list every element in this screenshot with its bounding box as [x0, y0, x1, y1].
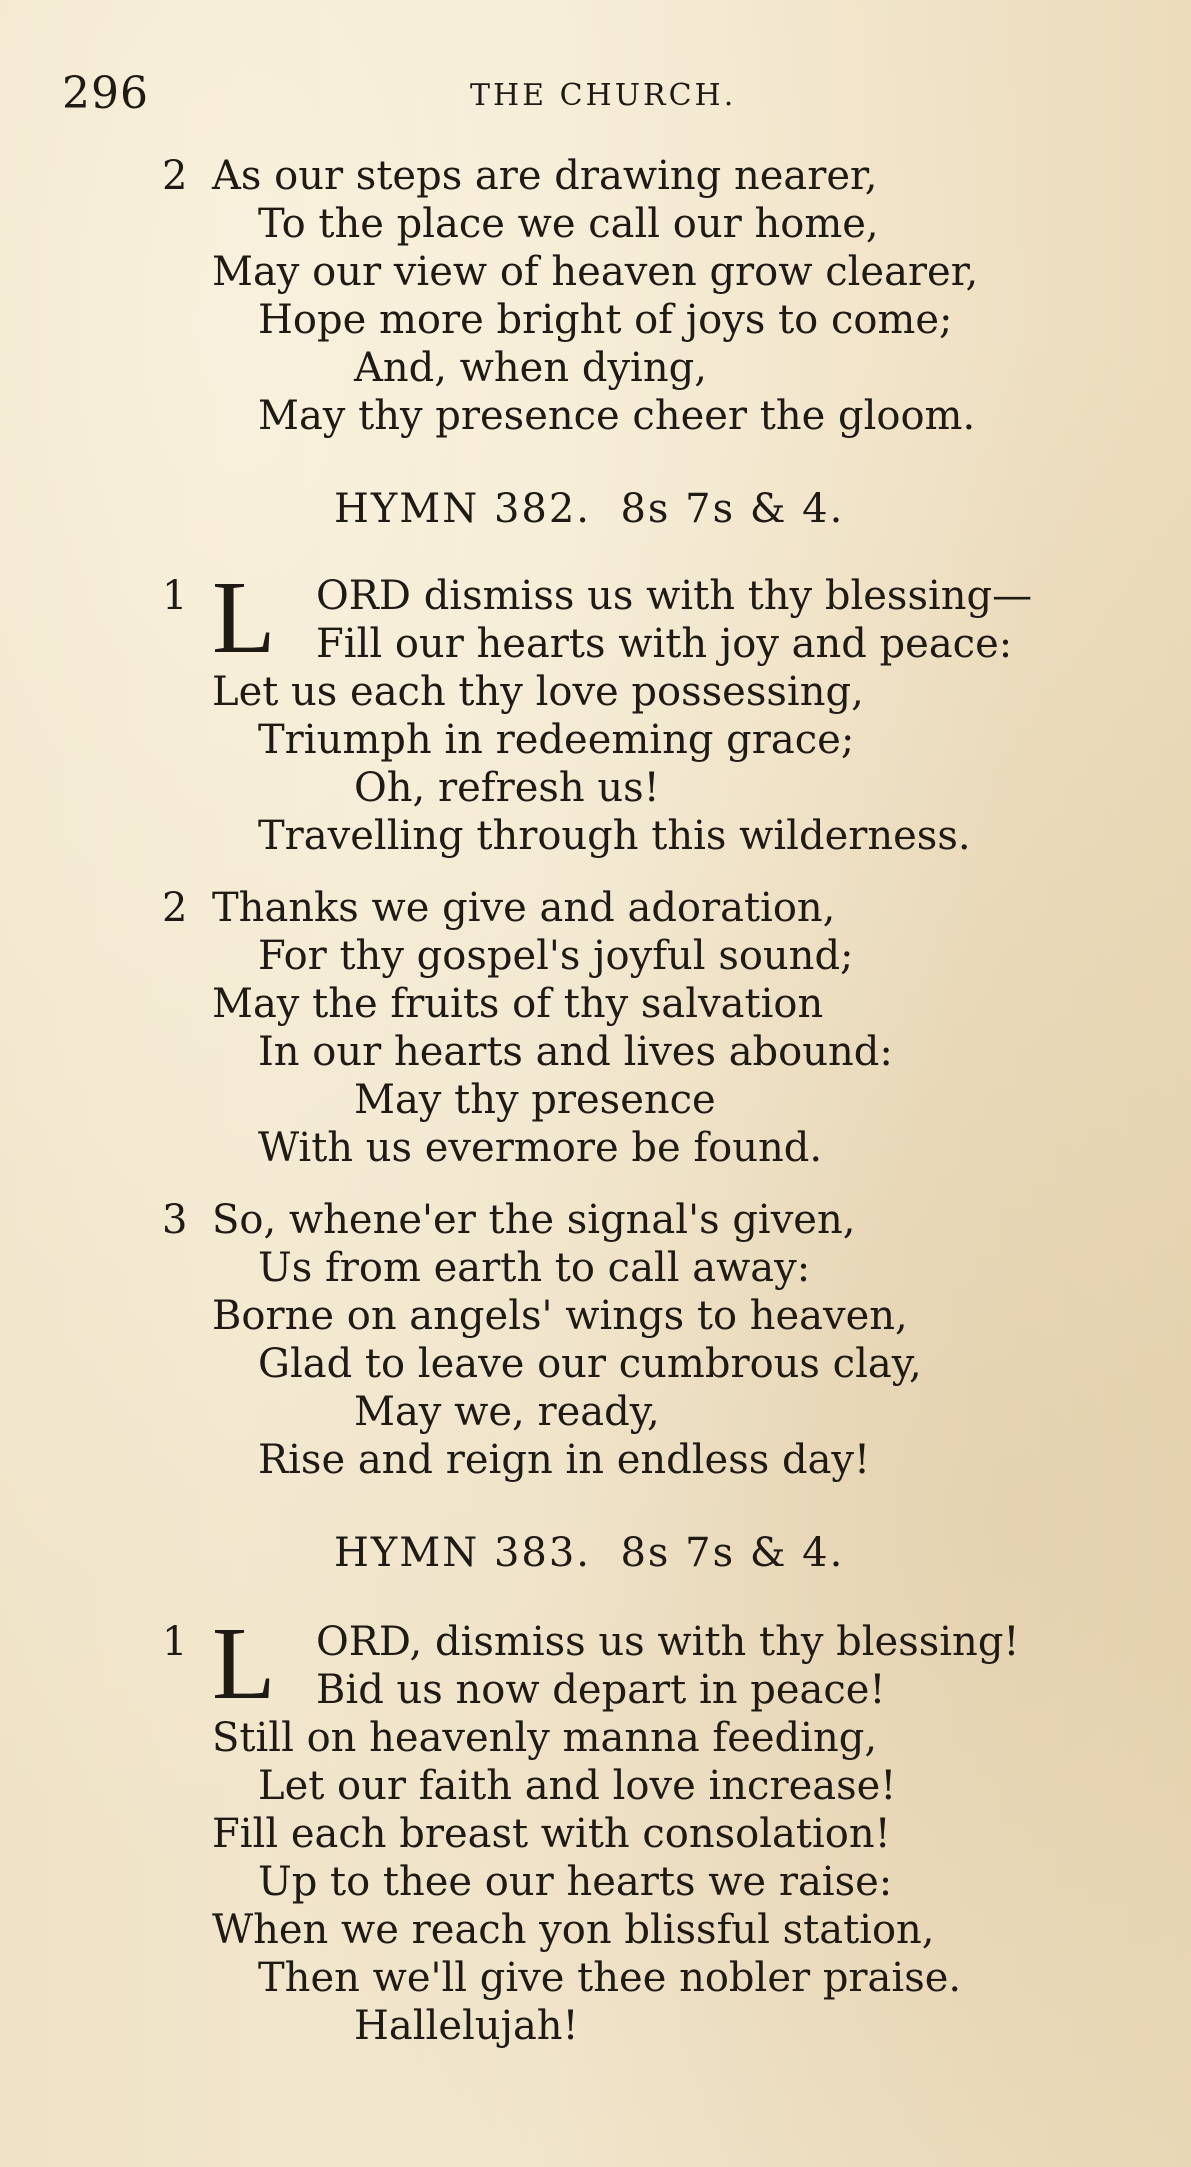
verse-line: Oh, refresh us! — [354, 765, 660, 811]
page-number: 296 — [62, 68, 149, 119]
stanza-number: 1 — [162, 1619, 188, 1665]
verse-line: As our steps are drawing nearer, — [212, 153, 878, 199]
hymn-number: HYMN 383. — [334, 1530, 592, 1576]
stanza-number: 1 — [162, 573, 188, 619]
verse-line: May thy presence cheer the gloom. — [258, 393, 976, 439]
verse-line: May our view of heaven grow clearer, — [212, 249, 979, 295]
verse-line: May the fruits of thy salvation — [212, 981, 824, 1027]
verse-line: Hallelujah! — [354, 2003, 579, 2049]
verse-line: And, when dying, — [354, 345, 707, 391]
verse-line: Borne on angels' wings to heaven, — [212, 1293, 908, 1339]
hymn-meter: 8s 7s & 4. — [620, 486, 845, 532]
stanza-number: 3 — [162, 1197, 188, 1243]
drop-cap: L — [212, 560, 276, 675]
verse-line: Travelling through this wilderness. — [258, 813, 971, 859]
verse-line: When we reach yon blissful station, — [212, 1907, 935, 1953]
verse-line: Then we'll give thee nobler praise. — [258, 1955, 962, 2001]
verse-line: Glad to leave our cumbrous clay, — [258, 1341, 922, 1387]
verse-line: Us from earth to call away: — [258, 1245, 811, 1291]
verse-line: Bid us now depart in peace! — [316, 1667, 886, 1713]
hymn-382-heading — [334, 486, 844, 532]
verse-line: Let us each thy love possessing, — [212, 669, 864, 715]
verse-line: Let our faith and love increase! — [258, 1763, 897, 1809]
verse-line: Rise and reign in endless day! — [258, 1437, 871, 1483]
verse-line: Fill each breast with consolation! — [212, 1811, 891, 1857]
verse-line: Still on heavenly manna feeding, — [212, 1715, 878, 1761]
verse-line: Up to thee our hearts we raise: — [258, 1859, 893, 1905]
stanza-number: 2 — [162, 885, 188, 931]
verse-line: ORD, dismiss us with thy blessing! — [316, 1619, 1020, 1665]
verse-line: For thy gospel's joyful sound; — [258, 933, 854, 979]
hymn-number: HYMN 382. — [334, 486, 592, 532]
hymn-383-heading — [334, 1530, 844, 1576]
verse-line: Triumph in redeeming grace; — [258, 717, 855, 763]
verse-line: So, whene'er the signal's given, — [212, 1197, 856, 1243]
hymn-meter: 8s 7s & 4. — [620, 1530, 845, 1576]
verse-line: Fill our hearts with joy and peace: — [316, 621, 1013, 667]
verse-line: In our hearts and lives abound: — [258, 1029, 893, 1075]
stanza-number: 2 — [162, 153, 188, 199]
running-head: THE CHURCH. — [470, 78, 737, 113]
verse-line: May thy presence — [354, 1077, 716, 1123]
verse-line: Hope more bright of joys to come; — [258, 297, 953, 343]
verse-line: May we, ready, — [354, 1389, 660, 1435]
verse-line: With us evermore be found. — [258, 1125, 823, 1171]
drop-cap: L — [212, 1606, 276, 1721]
verse-line: Thanks we give and adoration, — [212, 885, 836, 931]
verse-line: ORD dismiss us with thy blessing— — [316, 573, 1033, 619]
verse-line: To the place we call our home, — [258, 201, 879, 247]
